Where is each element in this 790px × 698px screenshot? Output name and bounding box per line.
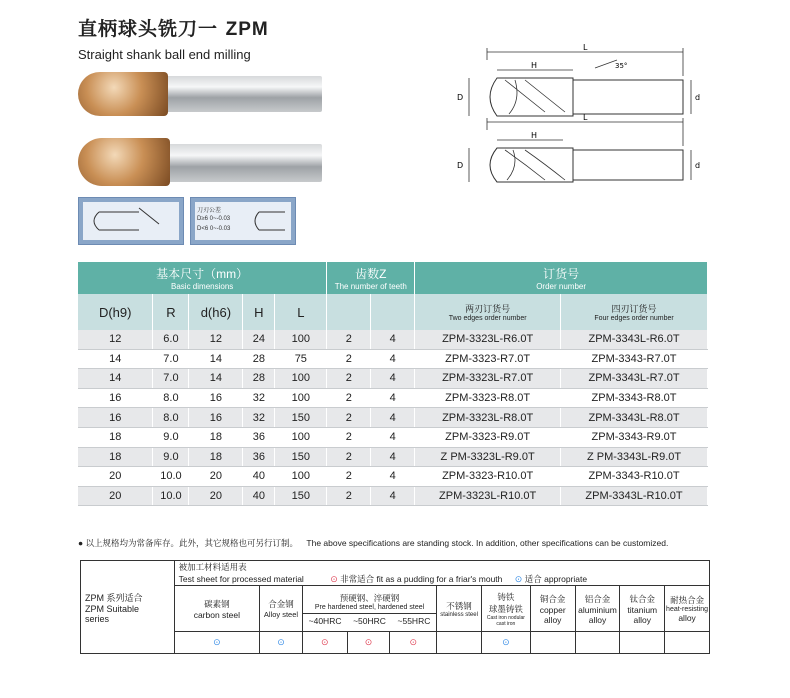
dim-d-top: d xyxy=(695,93,701,102)
table-cell: 18 xyxy=(78,427,153,447)
col-H: H xyxy=(243,294,275,330)
table-cell: 12 xyxy=(189,330,243,349)
mat-stainless: 不锈钢 stainless steel xyxy=(437,586,482,632)
table-cell: 9.0 xyxy=(153,427,189,447)
table-cell: 32 xyxy=(243,408,275,428)
col-R: R xyxy=(153,294,189,330)
red-dot-icon: ⊙ xyxy=(364,637,373,647)
table-cell: 100 xyxy=(275,369,327,389)
table-cell: Z PM-3323L-R9.0T xyxy=(415,447,561,467)
table-cell: 36 xyxy=(243,427,275,447)
table-cell: 2 xyxy=(327,388,371,408)
table-cell: 14 xyxy=(189,369,243,389)
table-cell: 36 xyxy=(243,447,275,467)
table-cell: 24 xyxy=(243,330,275,349)
dim-L-top: L xyxy=(583,43,588,52)
table-cell: 4 xyxy=(371,486,415,506)
table-cell: 40 xyxy=(243,467,275,487)
rating-cast xyxy=(481,632,530,654)
table-cell: 8.0 xyxy=(153,388,189,408)
table-cell: 12 xyxy=(78,330,153,349)
table-cell: 14 xyxy=(78,349,153,369)
table-cell: 10.0 xyxy=(153,467,189,487)
table-row xyxy=(78,467,708,487)
red-dot-icon: ⊙ xyxy=(409,637,418,647)
table-cell: 4 xyxy=(371,330,415,349)
table-cell: 4 xyxy=(371,467,415,487)
order-header: 订货号 Order number xyxy=(415,262,708,294)
table-row xyxy=(78,388,708,408)
table-cell: 4 xyxy=(371,349,415,369)
basic-dimensions-header: 基本尺寸（mm） Basic dimensions xyxy=(78,262,327,294)
red-dot-icon: ⊙ xyxy=(320,637,329,647)
table-cell: Z PM-3343L-R9.0T xyxy=(561,447,708,467)
table-cell: 100 xyxy=(275,330,327,349)
spec-table xyxy=(78,262,708,506)
table-cell: 4 xyxy=(371,427,415,447)
table-cell: 2 xyxy=(327,467,371,487)
col-L: L xyxy=(275,294,327,330)
table-cell: 32 xyxy=(243,388,275,408)
table-cell: 2 xyxy=(327,447,371,467)
rating-50hrc xyxy=(347,632,390,654)
table-cell: 16 xyxy=(189,408,243,428)
tolerance-label: 刀刃公差 xyxy=(197,207,222,214)
table-cell: ZPM-3343-R10.0T xyxy=(561,467,708,487)
bullet-icon: ● xyxy=(78,538,84,548)
ball-radius-diagram xyxy=(78,197,184,245)
blue-dot-icon: ⊙ xyxy=(213,637,221,647)
table-cell: ZPM-3343-R9.0T xyxy=(561,427,708,447)
materials-table xyxy=(80,560,710,654)
col-two-edges: 两刃订货号 Two edges order number xyxy=(415,294,561,330)
table-cell: ZPM-3323-R10.0T xyxy=(415,467,561,487)
rating-heat xyxy=(665,632,710,654)
table-cell: ZPM-3323L-R7.0T xyxy=(415,369,561,389)
table-cell: 2 xyxy=(327,408,371,428)
teeth-header: 齿数Z The number of teeth xyxy=(327,262,415,294)
table-cell: 2 xyxy=(327,486,371,506)
table-row xyxy=(78,447,708,467)
table-cell: ZPM-3343-R7.0T xyxy=(561,349,708,369)
page-title xyxy=(78,14,269,41)
table-cell: 20 xyxy=(78,486,153,506)
dim-H-bottom: H xyxy=(531,131,538,140)
table-cell: 16 xyxy=(78,408,153,428)
table-cell: 150 xyxy=(275,486,327,506)
table-cell: 16 xyxy=(78,388,153,408)
dim-H-top: H xyxy=(531,61,538,70)
table-cell: 20 xyxy=(78,467,153,487)
table-cell: 4 xyxy=(371,369,415,389)
dim-D-top: D xyxy=(457,93,464,102)
table-cell: 2 xyxy=(327,369,371,389)
table-row xyxy=(78,349,708,369)
rating-stainless xyxy=(437,632,482,654)
table-cell: 7.0 xyxy=(153,349,189,369)
rating-carbon xyxy=(174,632,259,654)
table-cell: 7.0 xyxy=(153,369,189,389)
table-cell: 150 xyxy=(275,447,327,467)
table-cell: 4 xyxy=(371,388,415,408)
table-cell: ZPM-3343L-R6.0T xyxy=(561,330,708,349)
table-cell: ZPM-3323-R8.0T xyxy=(415,388,561,408)
table-cell: 18 xyxy=(189,427,243,447)
table-cell: 6.0 xyxy=(153,330,189,349)
title-code: ZPM xyxy=(225,19,269,40)
table-cell: ZPM-3343L-R10.0T xyxy=(561,486,708,506)
table-cell: 2 xyxy=(327,330,371,349)
stock-note xyxy=(78,537,668,549)
note-cn: 以上规格均为常备库存。此外，其它规格也可另行订制。 xyxy=(85,538,299,548)
table-cell: ZPM-3323L-R6.0T xyxy=(415,330,561,349)
table-cell: 100 xyxy=(275,467,327,487)
mat-hardened: 预硬钢、淬硬钢 Pre hardened steel, hardened steel ~40HRC ~50HRC ~55HRC xyxy=(302,586,436,632)
tool-tip-icon xyxy=(253,206,289,236)
mat-carbon: 碳素钢 carbon steel xyxy=(174,586,259,632)
page-subtitle: Straight shank ball end milling xyxy=(78,47,251,62)
table-cell: ZPM-3323L-R8.0T xyxy=(415,408,561,428)
mat-copper: 铜合金 copper alloy xyxy=(530,586,575,632)
table-cell: 10.0 xyxy=(153,486,189,506)
col-teeth-4 xyxy=(371,294,415,330)
rating-55hrc xyxy=(390,632,437,654)
table-cell: 14 xyxy=(78,369,153,389)
tolerance-line-1: D≥6 0~-0.03 xyxy=(197,216,231,222)
table-cell: ZPM-3343L-R8.0T xyxy=(561,408,708,428)
col-teeth-2 xyxy=(327,294,371,330)
tolerance-diagram xyxy=(190,197,296,245)
rating-alloy xyxy=(260,632,303,654)
table-cell: ZPM-3323-R9.0T xyxy=(415,427,561,447)
red-dot-icon: ⊙ xyxy=(330,574,338,584)
table-cell: 100 xyxy=(275,388,327,408)
rating-40hrc xyxy=(302,632,347,654)
table-row xyxy=(78,369,708,389)
table-cell: ZPM-3343-R8.0T xyxy=(561,388,708,408)
mat-alloy: 合金钢 Alloy steel xyxy=(260,586,303,632)
table-cell: 150 xyxy=(275,408,327,428)
blue-dot-icon: ⊙ xyxy=(277,637,285,647)
col-D: D(h9) xyxy=(78,294,153,330)
mat-aluminium: 铝合金 aluminium alloy xyxy=(575,586,620,632)
table-cell: 9.0 xyxy=(153,447,189,467)
table-cell: 20 xyxy=(189,467,243,487)
table-cell: 20 xyxy=(189,486,243,506)
dim-angle: 35° xyxy=(615,62,628,70)
table-row xyxy=(78,330,708,349)
table-cell: 18 xyxy=(78,447,153,467)
rating-aluminium xyxy=(575,632,620,654)
table-cell: 4 xyxy=(371,408,415,428)
table-cell: 100 xyxy=(275,427,327,447)
col-four-edges: 四刃订货号 Four edges order number xyxy=(561,294,708,330)
tolerance-line-2: D<6 0~-0.03 xyxy=(197,226,231,232)
table-cell: 14 xyxy=(189,349,243,369)
ball-radius-icon xyxy=(79,198,183,244)
dim-L-bottom: L xyxy=(583,113,588,122)
table-cell: 28 xyxy=(243,349,275,369)
test-sheet-header: 被加工材料适用表 Test sheet for processed material ⊙ 非常适合 fit as a pudding for a friar's mouth ⊙ 适合 appropriate xyxy=(174,561,709,586)
table-cell: ZPM-3323L-R10.0T xyxy=(415,486,561,506)
mat-cast-iron: 铸铁 球墨铸铁 Cast iron nodular cast iron xyxy=(481,586,530,632)
dim-d-bottom: d xyxy=(695,161,701,170)
rating-titanium xyxy=(620,632,665,654)
rating-copper xyxy=(530,632,575,654)
tool-photo-2-flute xyxy=(78,72,324,118)
blue-dot-icon: ⊙ xyxy=(502,637,510,647)
table-row xyxy=(78,427,708,447)
mat-titanium: 钛合金 titanium alloy xyxy=(620,586,665,632)
title-cn: 直柄球头铣刀一 xyxy=(78,18,219,40)
table-cell: 4 xyxy=(371,447,415,467)
table-cell: 2 xyxy=(327,427,371,447)
table-cell: 2 xyxy=(327,349,371,369)
technical-drawing xyxy=(455,40,715,200)
table-cell: ZPM-3323-R7.0T xyxy=(415,349,561,369)
table-cell: 8.0 xyxy=(153,408,189,428)
dim-D-bottom: D xyxy=(457,161,464,170)
table-cell: 18 xyxy=(189,447,243,467)
mat-heat-resist: 耐热合金 heat-resisting alloy xyxy=(665,586,710,632)
table-cell: 16 xyxy=(189,388,243,408)
table-row xyxy=(78,408,708,428)
note-en: The above specifications are standing stock. In addition, other specifications can be customized. xyxy=(306,538,669,548)
table-cell: 28 xyxy=(243,369,275,389)
tool-photo-4-flute xyxy=(78,138,324,188)
series-cell: ZPM 系列适合 ZPM Suitable series xyxy=(81,561,175,654)
table-cell: ZPM-3343L-R7.0T xyxy=(561,369,708,389)
col-d: d(h6) xyxy=(189,294,243,330)
table-row xyxy=(78,486,708,506)
blue-dot-icon: ⊙ xyxy=(514,574,523,584)
table-cell: 40 xyxy=(243,486,275,506)
table-cell: 75 xyxy=(275,349,327,369)
